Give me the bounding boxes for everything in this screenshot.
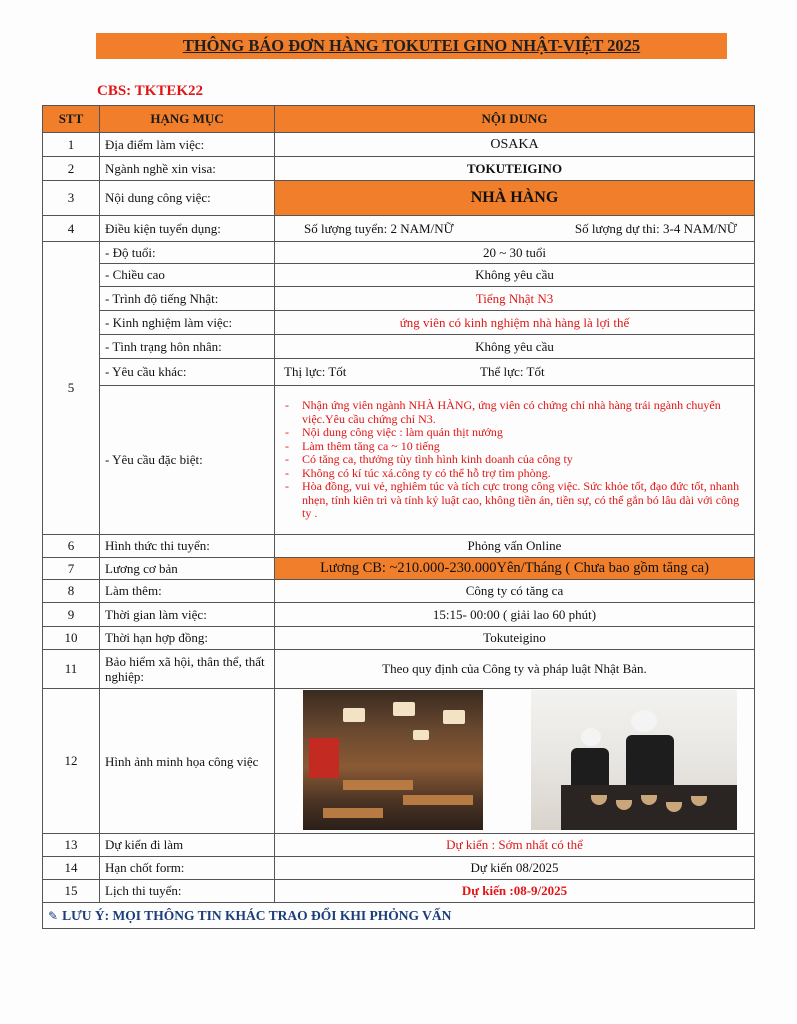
- list-item: - Nội dung công việc : làm quán thịt nướng: [302, 426, 743, 440]
- note-text: LƯU Ý: MỌI THÔNG TIN KHÁC TRAO ĐỔI KHI PHỎNG VẤN: [62, 907, 452, 923]
- table-row: [43, 264, 755, 287]
- header-stt: STT: [43, 106, 100, 133]
- list-item: - Có tăng ca, thưởng tùy tình hình kinh doanh của công ty: [302, 453, 743, 467]
- contract-term: Tokuteigino: [275, 627, 755, 650]
- table-header-row: [43, 106, 755, 133]
- row-number: 7: [43, 558, 100, 580]
- exam-format: Phỏng vấn Online: [275, 535, 755, 558]
- table-row: [43, 157, 755, 181]
- recruit-conditions: [275, 216, 755, 242]
- row-label: Hình ảnh minh họa công việc: [100, 689, 275, 834]
- row-label: - Trình độ tiếng Nhật:: [100, 287, 275, 311]
- japanese-level: Tiếng Nhật N3: [275, 287, 755, 311]
- row-label: Thời gian làm việc:: [100, 603, 275, 627]
- age-value: 20 ~ 30 tuổi: [275, 242, 755, 264]
- info-table: [42, 105, 755, 929]
- row-number: 11: [43, 650, 100, 689]
- list-item: - Hòa đồng, vui vẻ, nghiêm túc và tích cực trong công việc. Sức khỏe tốt, đạo đức tốt, nhanh nhẹn, tính kiên trì và tính kỷ luật cao, không tiền án, tiền sự, có thể gắn bó lâu dài với công ty .: [302, 480, 743, 521]
- other-requirements: [275, 359, 755, 386]
- row-label: Điều kiện tuyển dụng:: [100, 216, 275, 242]
- table-row: [43, 580, 755, 603]
- row-number: 14: [43, 857, 100, 880]
- physical-value: Thể lực: Tốt: [480, 364, 545, 379]
- eyesight-value: Thị lực: Tốt: [284, 364, 347, 379]
- special-requirements-list: [280, 399, 749, 521]
- row-number: 13: [43, 834, 100, 857]
- kitchen-staff-photo: [531, 690, 737, 830]
- row-number: 4: [43, 216, 100, 242]
- row-number: 10: [43, 627, 100, 650]
- exam-count: Số lượng dự thi: 3-4 NAM/NỮ: [574, 220, 737, 236]
- height-value: Không yêu cầu: [275, 264, 755, 287]
- header-category: HẠNG MỤC: [100, 106, 275, 133]
- row-label: - Độ tuổi:: [100, 242, 275, 264]
- row-number: 8: [43, 580, 100, 603]
- table-row: [43, 689, 755, 834]
- row-number: 1: [43, 133, 100, 157]
- row-label: Thời hạn hợp đồng:: [100, 627, 275, 650]
- table-row: [43, 603, 755, 627]
- list-item: - Nhận ứng viên ngành NHÀ HÀNG, ứng viên có chứng chỉ nhà hàng trái ngành chuyển việc.Yêu cầu chứng chỉ N3.: [302, 399, 743, 426]
- pen-icon: ✎: [48, 908, 59, 923]
- table-row: [43, 181, 755, 216]
- restaurant-interior-photo: [303, 690, 483, 830]
- table-row: [43, 880, 755, 903]
- table-row: [43, 133, 755, 157]
- row-label: - Yêu cầu khác:: [100, 359, 275, 386]
- row-label: Hạn chốt form:: [100, 857, 275, 880]
- row-label: Ngành nghề xin visa:: [100, 157, 275, 181]
- row-number: 2: [43, 157, 100, 181]
- table-row: [43, 287, 755, 311]
- illustration-cell: [275, 689, 755, 834]
- exam-schedule: Dự kiến :08-9/2025: [275, 880, 755, 903]
- table-row: [43, 627, 755, 650]
- row-number: 5: [43, 242, 100, 535]
- recruit-count: Số lượng tuyển: 2 NAM/NỮ: [304, 220, 454, 236]
- table-row: [43, 650, 755, 689]
- note-cell: [43, 903, 755, 929]
- special-requirements: [275, 386, 755, 535]
- row-number: 3: [43, 181, 100, 216]
- form-deadline: Dự kiến 08/2025: [275, 857, 755, 880]
- table-row: [43, 558, 755, 580]
- table-row: [43, 335, 755, 359]
- row-label: Dự kiến đi làm: [100, 834, 275, 857]
- table-row: [43, 386, 755, 535]
- row-number: 6: [43, 535, 100, 558]
- row-label: Nội dung công việc:: [100, 181, 275, 216]
- row-label: - Tình trạng hôn nhân:: [100, 335, 275, 359]
- table-row: [43, 242, 755, 264]
- table-row: [43, 535, 755, 558]
- base-salary: Lương CB: ~210.000-230.000Yên/Tháng ( Chưa bao gồm tăng ca): [275, 558, 755, 580]
- insurance-value: Theo quy định của Công ty và pháp luật Nhật Bản.: [275, 650, 755, 689]
- start-date: Dự kiến : Sớm nhất có thể: [275, 834, 755, 857]
- job-content: NHÀ HÀNG: [275, 181, 755, 216]
- table-row: [43, 216, 755, 242]
- row-label: Hình thức thi tuyển:: [100, 535, 275, 558]
- work-location: OSAKA: [275, 133, 755, 157]
- row-label: - Kinh nghiệm làm việc:: [100, 311, 275, 335]
- table-row: [43, 857, 755, 880]
- list-item: - Không có kí túc xá.công ty có thể hỗ trợ tìm phòng.: [302, 467, 743, 481]
- row-label: Địa điểm làm việc:: [100, 133, 275, 157]
- visa-type: TOKUTEIGINO: [275, 157, 755, 181]
- table-row: [43, 311, 755, 335]
- row-label: - Chiều cao: [100, 264, 275, 287]
- header-content: NỘI DUNG: [275, 106, 755, 133]
- row-number: 15: [43, 880, 100, 903]
- table-row: [43, 359, 755, 386]
- list-item: - Làm thêm tăng ca ~ 10 tiếng: [302, 440, 743, 454]
- row-number: 9: [43, 603, 100, 627]
- order-code: CBS: TKTEK22: [97, 83, 204, 99]
- experience-value: ứng viên có kinh nghiệm nhà hàng là lợi thế: [275, 311, 755, 335]
- row-label: Lương cơ bản: [100, 558, 275, 580]
- page-title: THÔNG BÁO ĐƠN HÀNG TOKUTEI GINO NHẬT-VIỆT 2025: [96, 33, 727, 59]
- working-hours: 15:15- 00:00 ( giải lao 60 phút): [275, 603, 755, 627]
- marital-value: Không yêu cầu: [275, 335, 755, 359]
- row-label: Làm thêm:: [100, 580, 275, 603]
- row-label: - Yêu cầu đặc biệt:: [100, 386, 275, 535]
- row-label: Bảo hiểm xã hội, thân thể, thất nghiệp:: [100, 650, 275, 689]
- overtime-value: Công ty có tăng ca: [275, 580, 755, 603]
- table-row: [43, 834, 755, 857]
- note-row: [43, 903, 755, 929]
- row-number: 12: [43, 689, 100, 834]
- row-label: Lịch thi tuyển:: [100, 880, 275, 903]
